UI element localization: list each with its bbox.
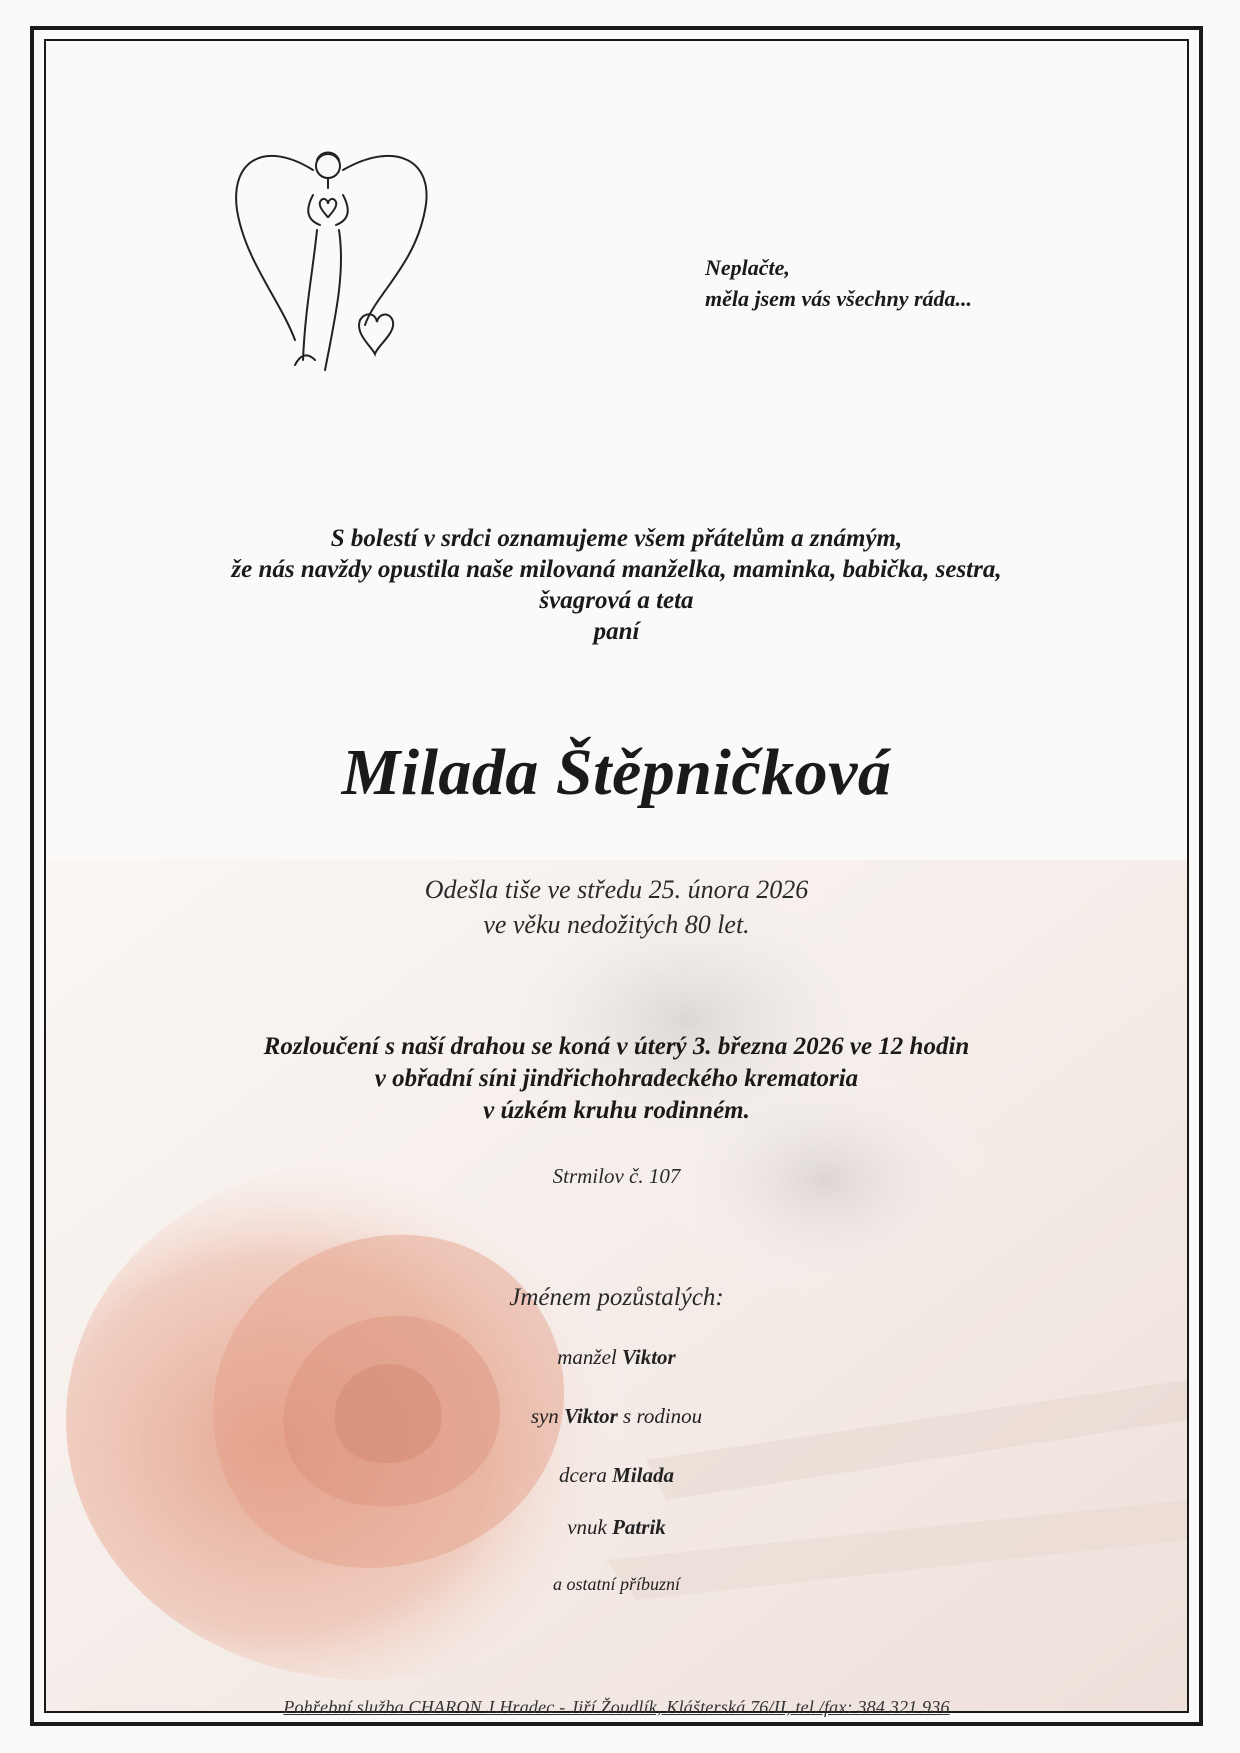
mourner-relation: manžel	[557, 1345, 617, 1369]
mourner-name: Patrik	[612, 1515, 666, 1539]
farewell-details	[46, 1031, 1187, 1127]
death-details	[46, 872, 1187, 942]
funeral-service-footer: Pohřební služba CHARON J.Hradec - Jiří Žoudlík, Klášterská 76/II, tel./fax: 384 321 936	[283, 1697, 950, 1717]
farewell-line: Rozloučení s naší drahou se koná v úterý 3. března 2026 ve 12 hodin	[263, 1033, 970, 1060]
mourner-relation: vnuk	[567, 1515, 607, 1539]
family-address: Strmilov č. 107	[552, 1164, 681, 1188]
mourner-item	[46, 1513, 1187, 1541]
epitaph-quote	[705, 252, 1085, 314]
mourners-heading: Jménem pozůstalých:	[509, 1284, 724, 1311]
other-relatives: a ostatní příbuzní	[552, 1574, 681, 1594]
deceased-name: Milada Štěpničková	[341, 736, 892, 809]
quote-line: Neplačte,	[705, 255, 790, 280]
mourner-item	[46, 1343, 1187, 1371]
mourner-relation: syn	[530, 1404, 559, 1428]
farewell-line: v obřadní síni jindřichohradeckého krematoria	[374, 1065, 859, 1092]
mourner-name: Viktor	[622, 1345, 676, 1369]
death-line: ve věku nedožitých 80 let.	[483, 910, 750, 939]
mourner-suffix: s rodinou	[623, 1404, 703, 1428]
mourner-name: Viktor	[564, 1404, 618, 1428]
mourner-relation: dcera	[559, 1463, 607, 1487]
intro-line: paní	[593, 618, 640, 645]
death-line: Odešla tiše ve středu 25. února 2026	[424, 875, 809, 904]
farewell-line: v úzkém kruhu rodinném.	[483, 1097, 750, 1124]
mourner-item	[46, 1461, 1187, 1489]
announcement-text	[46, 523, 1187, 647]
intro-line: že nás navždy opustila naše milovaná manželka, maminka, babička, sestra,	[231, 556, 1002, 583]
intro-line: švagrová a teta	[539, 587, 694, 614]
mourner-name: Milada	[612, 1463, 674, 1487]
mourner-item	[46, 1402, 1187, 1430]
intro-line: S bolestí v srdci oznamujeme všem přátelům a známým,	[330, 525, 903, 552]
quote-line: měla jsem vás všechny ráda...	[705, 286, 973, 311]
angel-with-heart-icon	[225, 140, 440, 380]
